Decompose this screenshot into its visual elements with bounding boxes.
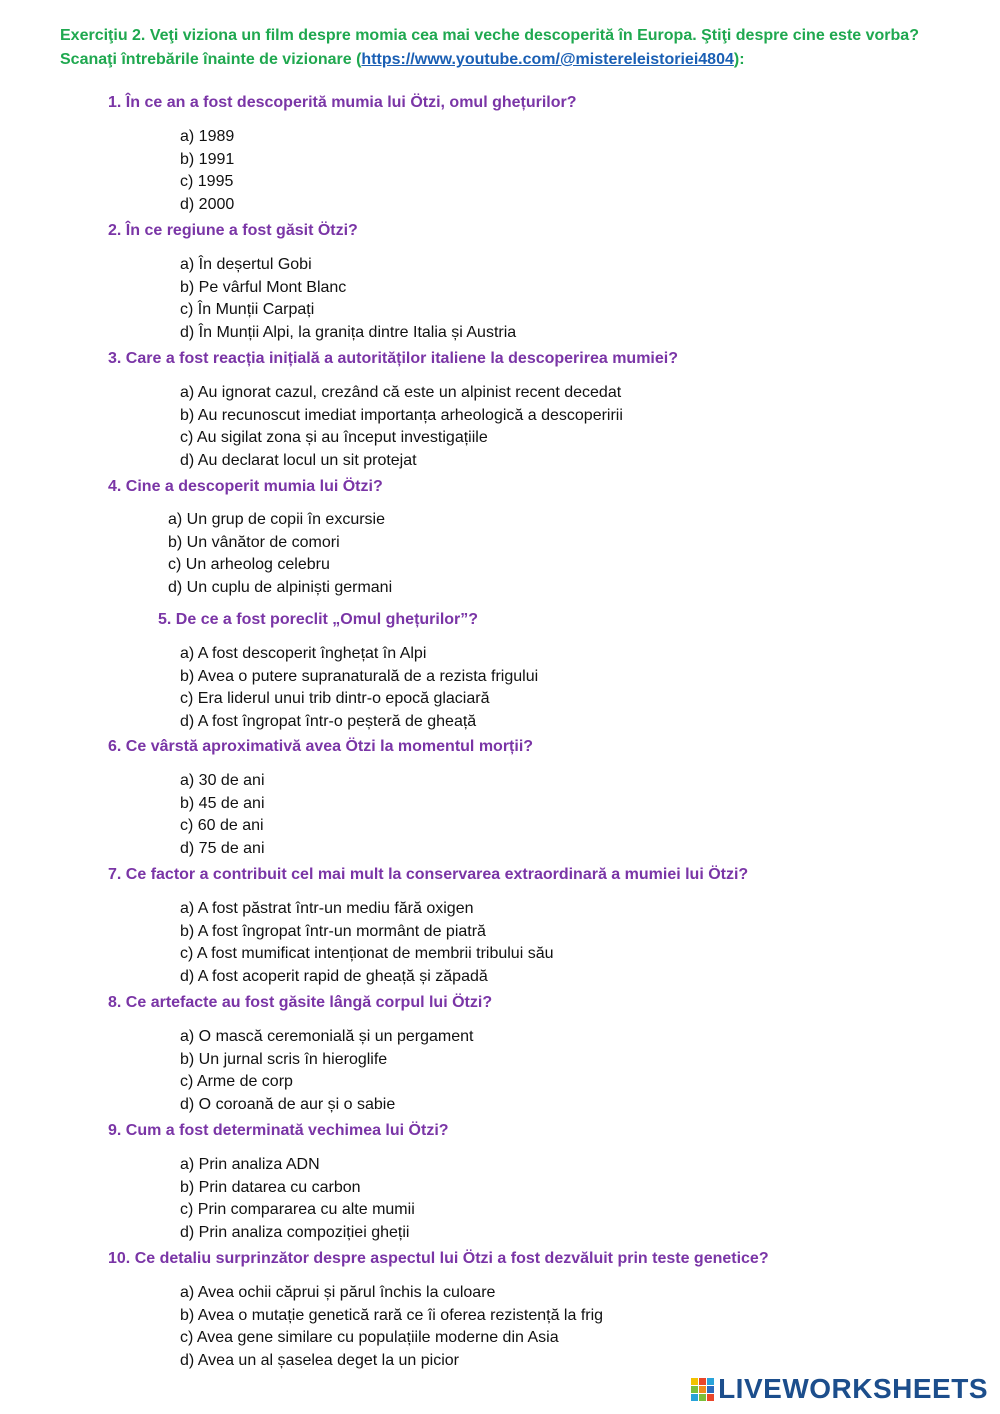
question-10 [108, 1249, 769, 1373]
logo-text: LIVEWORKSHEETS [718, 1373, 988, 1404]
option: d) În Munții Alpi, la granița dintre Italia și Austria [180, 324, 517, 342]
question-5 [158, 610, 538, 734]
option: d) Au declarat locul un sit protejat [180, 452, 417, 470]
option: c) Prin compararea cu alte mumii [180, 1201, 415, 1219]
option: b) Prin datarea cu carbon [180, 1178, 361, 1196]
option: d) Prin analiza compoziției gheții [180, 1224, 410, 1242]
option-list [180, 643, 538, 734]
question-title: 6. Ce vârstă aproximativă avea Ötzi la momentul morții? [108, 738, 534, 755]
option: c) 1995 [180, 173, 234, 191]
option: d) A fost acoperit rapid de gheață și zăpadă [180, 968, 488, 986]
option: b) Avea o mutație genetică rară ce îi oferea rezistență la frig [180, 1306, 604, 1324]
option-list [180, 1282, 769, 1373]
option-list [180, 1026, 492, 1117]
option-list [180, 382, 678, 473]
option-list [180, 254, 516, 345]
option: a) Avea ochii căprui și părul închis la culoare [180, 1284, 496, 1301]
option: b) Au recunoscut imediat importanța arheologică a descoperirii [180, 406, 623, 424]
option: a) A fost descoperit înghețat în Alpi [180, 645, 427, 662]
question-title: 10. Ce detaliu surprinzător despre aspectul lui Ötzi a fost dezvăluit prin teste genetice? [108, 1250, 769, 1267]
option: c) Avea gene similare cu populațiile moderne din Asia [180, 1329, 559, 1347]
question-7 [108, 865, 748, 989]
question-title: 2. În ce regiune a fost găsit Ötzi? [108, 222, 358, 239]
option-list [180, 126, 577, 217]
option-list [180, 1154, 449, 1245]
option: b) 45 de ani [180, 794, 265, 812]
option: a) Un grup de copii în excursie [168, 511, 385, 528]
option: a) În deșertul Gobi [180, 256, 312, 273]
exercise-instructions [60, 24, 960, 72]
option: b) Pe vârful Mont Blanc [180, 278, 347, 296]
option: c) 60 de ani [180, 817, 264, 835]
option: c) Era liderul unui trib dintr-o epocă glaciară [180, 690, 490, 708]
option-list [168, 509, 392, 600]
option: c) Arme de corp [180, 1073, 293, 1091]
question-8 [108, 993, 492, 1117]
option: d) A fost îngropat într-o peșteră de gheață [180, 713, 477, 731]
option: c) Un arheolog celebru [168, 556, 330, 574]
option: a) Au ignorat cazul, crezând că este un alpinist recent decedat [180, 384, 622, 401]
option: b) 1991 [180, 150, 235, 168]
option: a) A fost păstrat într-un mediu fără oxigen [180, 900, 474, 917]
option: c) A fost mumificat intenționat de membrii tribului său [180, 945, 554, 963]
question-2 [108, 221, 516, 345]
question-title: 1. În ce an a fost descoperită mumia lui Ötzi, omul ghețurilor? [108, 94, 577, 111]
option: a) O mască ceremonială și un pergament [180, 1028, 474, 1045]
option: d) 2000 [180, 196, 235, 214]
option: c) În Munții Carpați [180, 301, 315, 319]
option-list [180, 898, 748, 989]
question-title: 3. Care a fost reacția inițială a autorităților italiene la descoperirea mumiei? [108, 350, 678, 367]
liveworksheets-logo [691, 1374, 988, 1404]
instructions-prefix: Scanaţi întrebările înainte de vizionare ( [60, 51, 362, 68]
option: c) Au sigilat zona și au început investigațiile [180, 429, 488, 447]
question-title: 7. Ce factor a contribuit cel mai mult la conservarea extraordinară a mumiei lui Ötzi? [108, 866, 749, 883]
option: d) 75 de ani [180, 840, 265, 858]
option: d) O coroană de aur și o sabie [180, 1096, 396, 1114]
option: d) Avea un al șaselea deget la un picior [180, 1352, 460, 1370]
option: a) Prin analiza ADN [180, 1156, 320, 1173]
option: a) 1989 [180, 128, 235, 145]
instructions-suffix: ): [733, 51, 745, 68]
option: b) A fost îngropat într-un mormânt de piatră [180, 922, 486, 940]
option: b) Un jurnal scris în hieroglife [180, 1050, 388, 1068]
question-title: 8. Ce artefacte au fost găsite lângă corpul lui Ötzi? [108, 994, 493, 1011]
instructions-line-2 [60, 48, 960, 72]
option: a) 30 de ani [180, 772, 265, 789]
youtube-link[interactable]: https://www.youtube.com/@mistereleistoriei4804 [361, 51, 734, 68]
question-4 [108, 477, 392, 600]
question-title: 5. De ce a fost poreclit „Omul ghețurilor”? [158, 611, 479, 628]
question-6 [108, 737, 533, 861]
option-list [180, 770, 533, 861]
question-9 [108, 1121, 449, 1245]
option: d) Un cuplu de alpiniști germani [168, 579, 393, 597]
logo-grid-icon [691, 1378, 714, 1401]
option: b) Avea o putere supranaturală de a rezista frigului [180, 667, 539, 685]
question-1 [108, 93, 577, 217]
option: b) Un vânător de comori [168, 533, 340, 551]
question-title: 4. Cine a descoperit mumia lui Ötzi? [108, 478, 383, 495]
instructions-line-1: Exerciţiu 2. Veţi viziona un film despre momia cea mai veche descoperită în Europa. Ştiţi despre cine este vorba? [60, 27, 919, 44]
question-title: 9. Cum a fost determinată vechimea lui Ötzi? [108, 1122, 449, 1139]
question-3 [108, 349, 678, 473]
